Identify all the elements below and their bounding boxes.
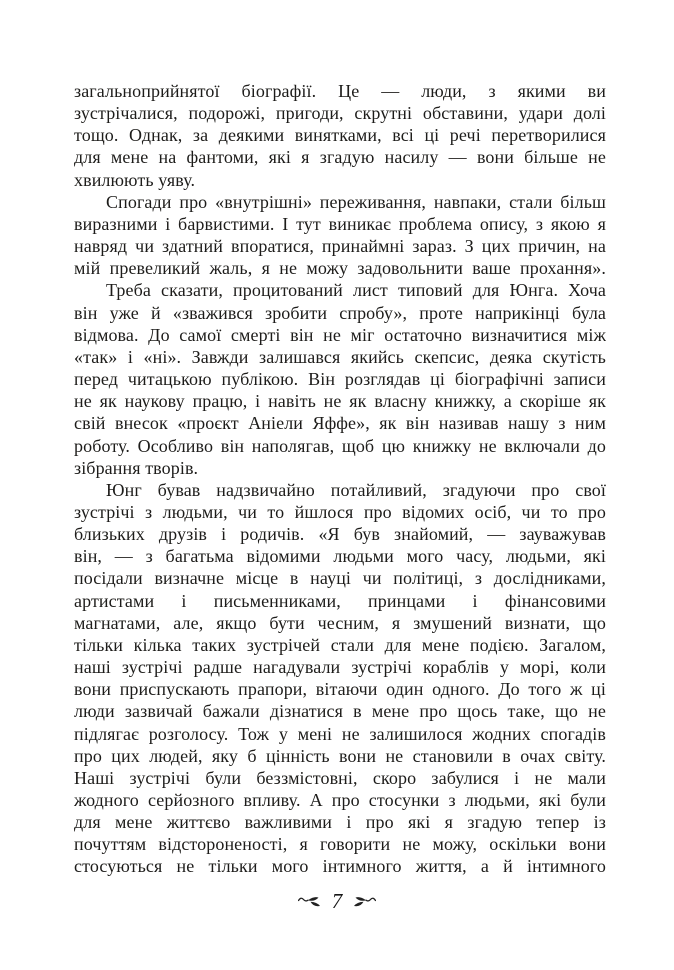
text-line: перед читацькою публікою. Він розглядав ці біографічні записи	[74, 369, 606, 390]
text-line: він уже й «зважився зробити спробу», проте наприкінці була	[74, 302, 606, 323]
text-line: виразними і барвистими. І тут виникає проблема опису, з якою я	[74, 213, 606, 234]
text-line: роботу. Особливо він наполягав, щоб цю книжку не включали до	[74, 435, 606, 456]
text-line: артистами і письменниками, принцами і фінансовими	[74, 590, 606, 611]
vine-flourish-right-icon	[352, 895, 376, 908]
text-line: зустрічі з людьми, чи то йшлося про відомих осіб, чи то про	[74, 501, 606, 522]
text-line: про цих людей, яку б цінність вони не становили в очах світу.	[74, 745, 606, 766]
text-line: наші зустрічі радше нагадували зустрічі кораблів у морі, коли	[74, 657, 606, 678]
text-line: посідали визначне місце в науці чи політиці, з дослідниками,	[74, 568, 606, 589]
text-line: Треба сказати, процитований лист типовий для Юнга. Хоча	[106, 280, 606, 301]
text-line: жодного серйозного впливу. А про стосунки з людьми, які були	[74, 790, 606, 810]
text-line: близьких друзів і родичів. «Я був знайомий, — зауважував	[74, 524, 606, 545]
text-line: тощо. Однак, за деякими винятками, всі ці речі перетворилися	[74, 125, 606, 146]
text-line: хвилюють уяву.	[74, 169, 196, 190]
text-line: вони приспускають прапори, вітаючи один одного. До того ж ці	[74, 679, 606, 700]
text-line: він, — з багатьма відомими людьми мого часу, людьми, які	[74, 546, 606, 567]
text-line: свій внесок «проєкт Аніели Яффе», як він називав нашу з ним	[74, 413, 606, 434]
text-line: зустрічалися, подорожі, пригоди, скрутні обставини, удари долі	[74, 103, 606, 124]
paragraph	[74, 191, 606, 280]
text-line: не як наукову працю, і навіть не як власну книжку, а скоріше як	[74, 391, 606, 412]
text-line: Наші зустрічі були беззмістовні, скоро забулися і не мали	[74, 767, 606, 788]
text-line: тільки кілька таких зустрічей стали для мене подією. Загалом,	[74, 634, 606, 655]
text-line: люди зазвичай бажали дізнатися в мене про щось таке, що не	[74, 701, 606, 722]
text-line: зібрання творів.	[74, 457, 199, 478]
text-line: Юнг бував надзвичайно потайливий, згадуючи про свої	[106, 479, 606, 500]
text-line: навряд чи здатний впоратися, принаймні зараз. З цих причин, на	[74, 236, 606, 257]
text-line: загальноприйнятої біографії. Це — люди, з якими ви	[74, 81, 606, 101]
paragraph	[74, 479, 606, 878]
paragraph	[74, 279, 606, 478]
text-line: стосуються не тільки мого інтимного життя, а й інтимного	[74, 856, 606, 877]
text-line: підлягає розголосу. Тож у мені не залишилося жодних спогадів	[74, 723, 606, 744]
page-footer	[0, 891, 674, 912]
text-line: для мене на фантоми, які я згадую насилу — вони більше не	[74, 147, 606, 168]
text-line: «так» і «ні». Завжди залишався якийсь скепсис, деяка скутість	[74, 346, 606, 367]
text-line: Спогади про «внутрішні» переживання, навпаки, стали більш	[106, 191, 606, 212]
paragraph	[74, 80, 606, 191]
page-number: 7	[331, 889, 343, 913]
text-line: мій превеликий жаль, я не можу задовольнити ваше прохання».	[74, 258, 606, 279]
text-line: для мене життєво важливими і про які я згадую тепер із	[74, 812, 606, 833]
text-line: магнатами, але, якщо бути чесним, я змушений визнати, що	[74, 612, 606, 633]
text-line: почуттям відстороненості, я говорити не можу, оскільки вони	[74, 834, 606, 855]
vine-flourish-left-icon	[298, 895, 322, 908]
text-block	[74, 80, 606, 878]
text-line: відмова. До самої смерті він не міг остаточно визначитися між	[74, 324, 606, 345]
